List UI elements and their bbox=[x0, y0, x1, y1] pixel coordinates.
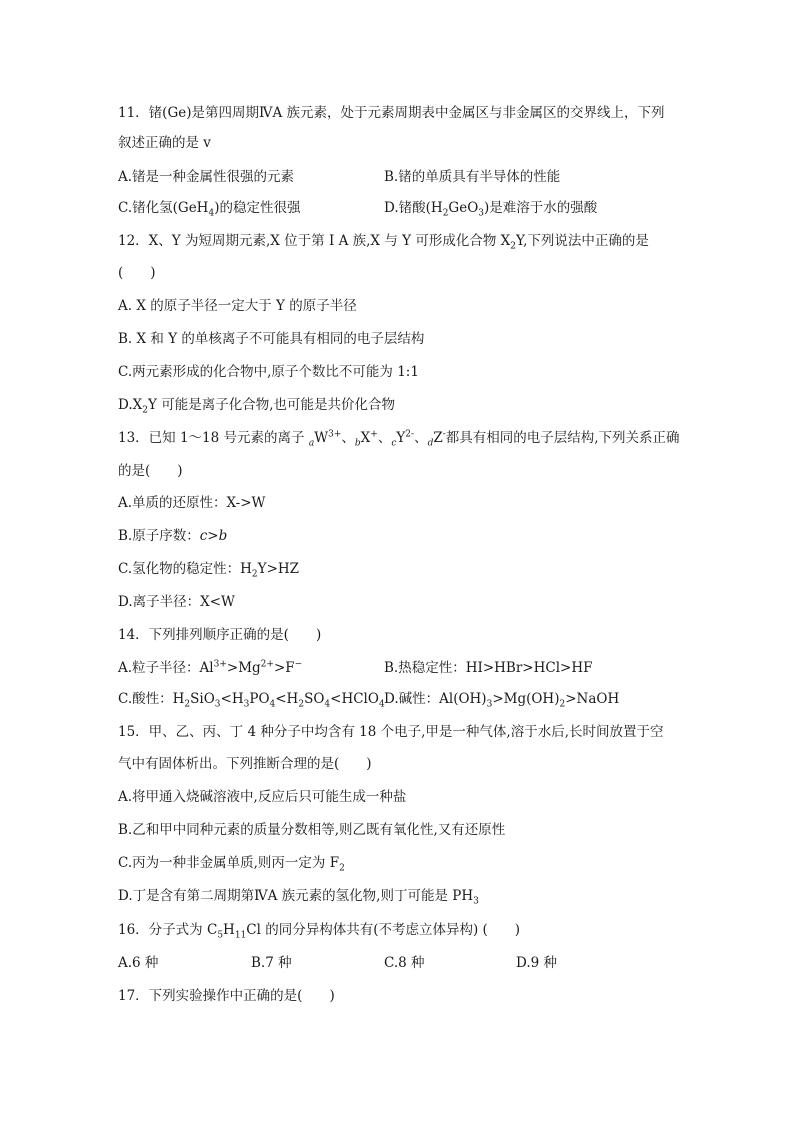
q11-option-b: B.锗的单质具有半导体的性能 bbox=[384, 169, 561, 185]
q16-option-c: C.8 种 bbox=[384, 955, 425, 971]
q14-option-d: D.碱性：$Al(OH)_3>Mg(OH)_2>NaOH$ bbox=[384, 691, 620, 710]
q13-option-c: C.氢化物的稳定性：$H_2Y>HZ$ bbox=[118, 561, 300, 580]
q13-stem-line1: 13．已知 1～18 号元素的离子 $_aW^{3+}$、$_b$X+、$_cY^{2-}$、$_d$Z-都具有相同的电子层结构,下列关系正确 bbox=[118, 429, 680, 449]
q13-stem-line2: 的是( ) bbox=[118, 463, 183, 479]
q15-stem-line2: 气中有固体析出。下列推断合理的是( ) bbox=[118, 756, 372, 772]
q14-option-a: A.粒子半径：$Al^{3+}>Mg^{2+}>F^-$ bbox=[118, 659, 303, 676]
q12-option-c: C.两元素形成的化合物中,原子个数比不可能为 1:1 bbox=[118, 364, 419, 380]
q11-option-c: C.锗化氢(GeH$_4$)的稳定性很强 bbox=[118, 200, 301, 219]
q11-option-a: A.锗是一种金属性很强的元素 bbox=[118, 169, 295, 185]
q17-stem: 17．下列实验操作中正确的是( ) bbox=[118, 988, 335, 1004]
q14-option-c: C.酸性：$H_2SiO_3<H_3PO_4<H_2SO_4<HClO_4$ bbox=[118, 691, 385, 710]
q13-option-d: D.离子半径：X<W bbox=[118, 594, 235, 610]
q14-option-b: B.热稳定性：HI>HBr>HCl>HF bbox=[384, 660, 593, 676]
q13-option-b: B.原子序数：c>b bbox=[118, 528, 228, 544]
q16-option-b: B.7 种 bbox=[251, 955, 292, 971]
q12-option-a: A. X 的原子半径一定大于 Y 的原子半径 bbox=[118, 298, 357, 314]
q11-stem-line2: 叙述正确的是 v bbox=[118, 135, 211, 151]
q15-option-a: A.将甲通入烧碱溶液中,反应后只可能生成一种盐 bbox=[118, 789, 407, 805]
q15-option-d: D.丁是含有第二周期第ⅣA 族元素的氢化物,则丁可能是 $PH_3$ bbox=[118, 888, 479, 907]
q11-option-d: D.锗酸$(H_2GeO_3)$是难溶于水的强酸 bbox=[384, 200, 598, 219]
q12-option-b: B. X 和 Y 的单核离子不可能具有相同的电子层结构 bbox=[118, 331, 425, 347]
q12-stem-line2: ( ) bbox=[118, 265, 156, 281]
q13-option-a: A.单质的还原性：X->W bbox=[118, 495, 266, 511]
q16-option-d: D.9 种 bbox=[516, 955, 558, 971]
q15-option-c: C.丙为一种非金属单质,则丙一定为 $F_2$ bbox=[118, 855, 345, 874]
q16-stem: 16．分子式为 $C_5H_{11}Cl$ 的同分异构体共有(不考虑立体异构) ( ) bbox=[118, 922, 521, 941]
q14-stem: 14．下列排列顺序正确的是( ) bbox=[118, 627, 322, 643]
q12-stem-line1: 12．X、Y 为短周期元素,X 位于第 I A 族,X 与 Y 可形成化合物 $X_2Y$,下列说法中正确的是 bbox=[118, 233, 649, 252]
q15-stem-line1: 15．甲、乙、丙、丁 4 种分子中均含有 18 个电子,甲是一种气体,溶于水后,长时间放置于空 bbox=[118, 724, 664, 740]
q12-option-d: $D.X_2Y$ 可能是离子化合物,也可能是共价化合物 bbox=[118, 397, 395, 416]
q11-stem-line1: 11．锗(Ge)是第四周期ⅣA 族元素，处于元素周期表中金属区与非金属区的交界线上，下列 bbox=[118, 105, 665, 121]
q16-option-a: A.6 种 bbox=[118, 955, 159, 971]
q15-option-b: B.乙和甲中同种元素的质量分数相等,则乙既有氧化性,又有还原性 bbox=[118, 822, 506, 838]
